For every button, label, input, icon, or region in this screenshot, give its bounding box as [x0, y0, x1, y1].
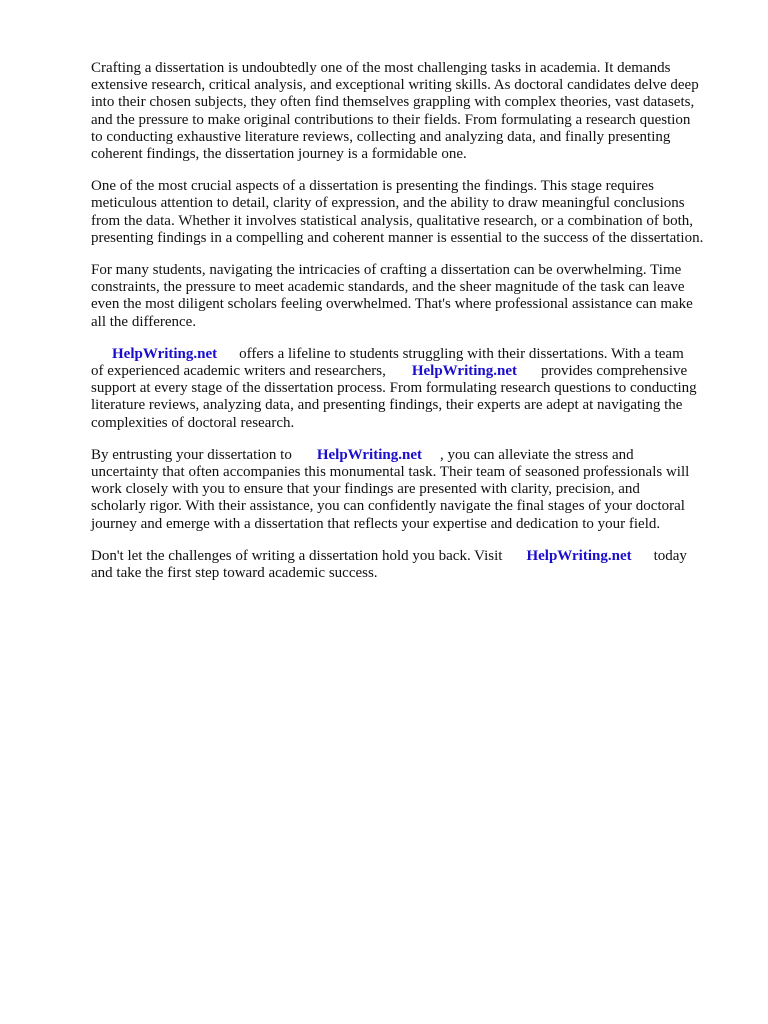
text-line: coherent findings, the dissertation journey is a formidable one.	[91, 146, 467, 163]
text-line	[91, 548, 731, 565]
text-fragment: offers a lifeline to students struggling with their dissertations. With a team	[239, 345, 684, 362]
text-fragment: , you can alleviate the stress and	[439, 446, 634, 463]
text-line: support at every stage of the dissertation process. From formulating research questions to conducting	[91, 380, 697, 397]
helpwriting-link[interactable]: HelpWriting.net	[411, 363, 517, 380]
paragraph-findings	[91, 178, 731, 247]
text-line	[91, 447, 731, 464]
paragraph-service	[91, 346, 731, 432]
text-line	[91, 363, 731, 380]
text-line: uncertainty that often accompanies this monumental task. Their team of seasoned professionals will	[91, 464, 690, 481]
text-line: and take the first step toward academic success.	[91, 565, 378, 582]
helpwriting-link[interactable]: HelpWriting.net	[112, 345, 218, 362]
text-line: One of the most crucial aspects of a dissertation is presenting the findings. This stage requires	[91, 178, 654, 195]
text-fragment: of experienced academic writers and researchers,	[91, 363, 386, 380]
text-line	[91, 346, 731, 363]
text-line: literature reviews, analyzing data, and presenting findings, their experts are adept at navigating the	[91, 397, 683, 414]
helpwriting-link[interactable]: HelpWriting.net	[316, 446, 422, 463]
text-line: from the data. Whether it involves statistical analysis, qualitative research, or a combination of both,	[91, 212, 694, 229]
text-line: even the most diligent scholars feeling overwhelmed. That's where professional assistance can make	[91, 296, 693, 313]
text-fragment: today	[653, 547, 687, 564]
helpwriting-link[interactable]: HelpWriting.net	[526, 547, 632, 564]
text-line: extensive research, critical analysis, and exceptional writing skills. As doctoral candidates delve deep	[91, 77, 699, 94]
text-fragment: provides comprehensive	[540, 363, 688, 380]
text-line: and the pressure to make original contributions to their fields. From formulating a research question	[91, 111, 691, 128]
text-line: constraints, the pressure to meet academic standards, and the sheer magnitude of the task can leave	[91, 279, 685, 296]
text-line: all the difference.	[91, 313, 197, 330]
text-line: presenting findings in a compelling and coherent manner is essential to the success of the dissertation.	[91, 229, 704, 246]
text-line: scholarly rigor. With their assistance, you can confidently navigate the final stages of your doctoral	[91, 498, 685, 515]
paragraph-intro	[91, 60, 731, 163]
document-page	[91, 60, 731, 597]
text-fragment: By entrusting your dissertation to	[91, 446, 292, 463]
text-line: complexities of doctoral research.	[91, 414, 295, 431]
paragraph-call-to-action	[91, 548, 731, 582]
text-line: journey and emerge with a dissertation that reflects your expertise and dedication to your field.	[91, 515, 661, 532]
text-line: Crafting a dissertation is undoubtedly one of the most challenging tasks in academia. It demands	[91, 60, 671, 76]
text-line: to conducting exhaustive literature reviews, collecting and analyzing data, and finally presenting	[91, 128, 671, 145]
paragraph-entrusting	[91, 447, 731, 533]
text-line: meticulous attention to detail, clarity of expression, and the ability to draw meaningful conclusions	[91, 195, 685, 212]
text-fragment: Don't let the challenges of writing a dissertation hold you back. Visit	[91, 547, 503, 564]
text-line: work closely with you to ensure that your findings are presented with clarity, precision, and	[91, 481, 640, 498]
paragraph-challenges	[91, 262, 731, 331]
text-line: into their chosen subjects, they often find themselves grappling with complex theories, vast datasets,	[91, 94, 695, 111]
text-line: For many students, navigating the intricacies of crafting a dissertation can be overwhelming. Time	[91, 262, 682, 279]
